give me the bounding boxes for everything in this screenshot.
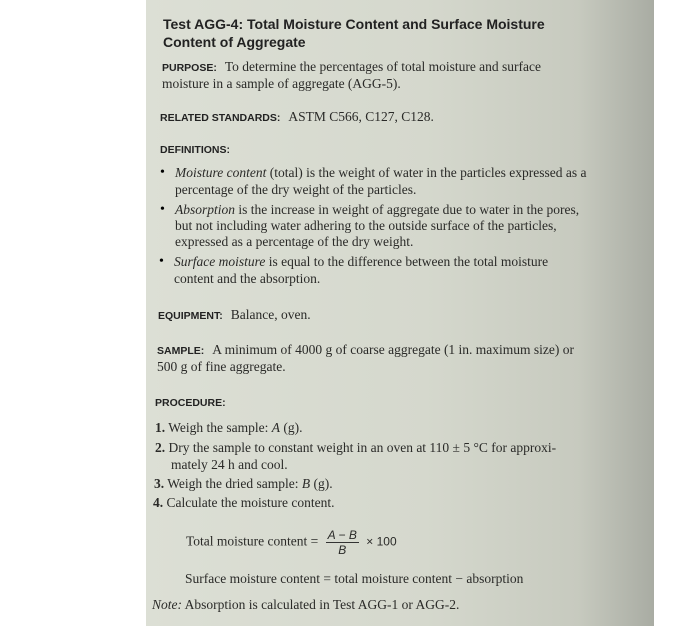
definition-line: percentage of the dry weight of the particles. (175, 182, 417, 197)
procedure-step-2-line-2: mately 24 h and cool. (171, 457, 288, 472)
sample: SAMPLE: A minimum of 4000 g of coarse aggregate (1 in. maximum size) or (157, 342, 575, 357)
definition-line: expressed as a percentage of the dry weight. (175, 234, 414, 249)
bullet-icon: • (160, 202, 165, 217)
bullet-icon: • (160, 165, 165, 180)
related-standards: RELATED STANDARDS: ASTM C566, C127, C128. (160, 109, 434, 124)
sample-line-2: 500 g of fine aggregate. (157, 359, 286, 374)
definition-line: content and the absorption. (174, 271, 321, 286)
procedure-step-2: 2. Dry the sample to constant weight in an oven at 110 ± 5 °C for approxi- (155, 440, 557, 455)
equipment: EQUIPMENT: Balance, oven. (158, 307, 311, 322)
definition-surface-moisture: Surface moisture is equal to the difference between the total moisture (174, 254, 549, 269)
title-line-1: Test AGG-4: Total Moisture Content and Surface Moisture (163, 16, 545, 32)
total-moisture-formula: Total moisture content = $\frac{A - B}{B}$ × 100 (186, 528, 397, 557)
document-page (146, 0, 654, 626)
procedure-heading: PROCEDURE: (155, 397, 226, 409)
surface-moisture-formula: Surface moisture content = total moisture content − absorption (185, 571, 524, 586)
bullet-icon: • (159, 254, 164, 269)
procedure-step-3: 3. Weigh the dried sample: B (g). (154, 476, 333, 491)
definition-moisture-content: Moisture content (total) is the weight of water in the particles expressed as a (175, 165, 587, 180)
purpose: PURPOSE: To determine the percentages of total moisture and surface (162, 59, 542, 74)
definitions-heading: DEFINITIONS: (160, 144, 230, 156)
definition-line: but not including water adhering to the outside surface of the particles, (175, 218, 557, 233)
procedure-step-1: 1. Weigh the sample: A (g). (155, 420, 303, 435)
definition-absorption: Absorption is the increase in weight of aggregate due to water in the pores, (175, 202, 580, 217)
purpose-line-2: moisture in a sample of aggregate (AGG-5). (162, 76, 401, 91)
fraction: $\frac{A - B}{B}$ (327, 528, 357, 557)
title-line-2: Content of Aggregate (163, 34, 306, 50)
note: Note: Absorption is calculated in Test AGG-1 or AGG-2. (152, 597, 460, 612)
procedure-step-4: 4. Calculate the moisture content. (153, 495, 335, 510)
